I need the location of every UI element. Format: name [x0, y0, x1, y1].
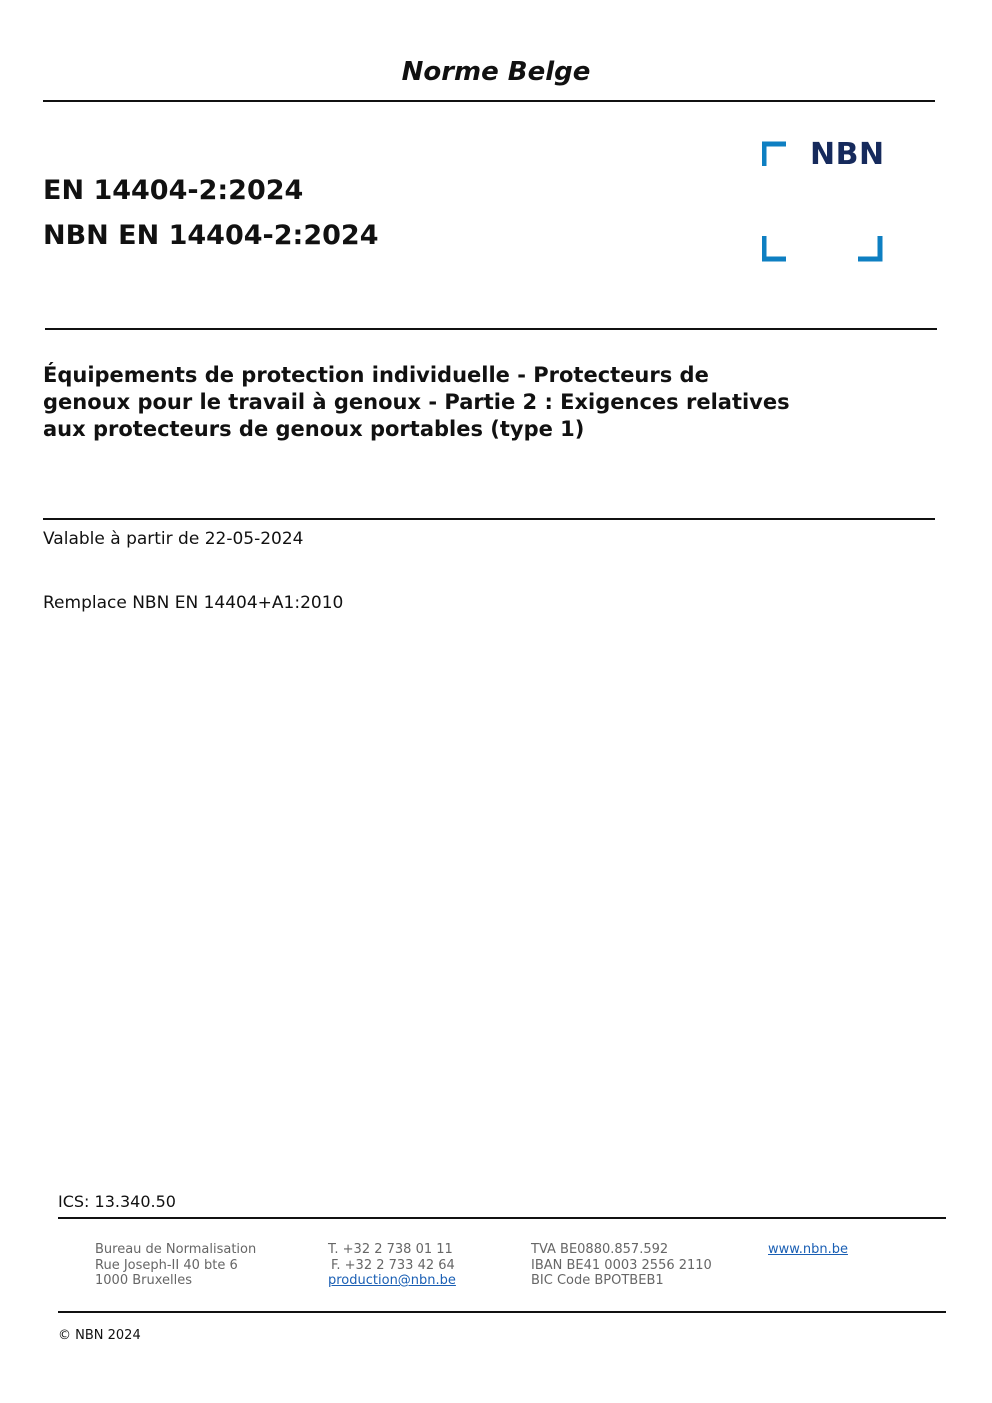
footer-bank	[531, 1242, 712, 1289]
logo-wordmark: NBN	[810, 137, 885, 172]
footer-address	[95, 1242, 256, 1289]
footer-web	[768, 1242, 848, 1258]
address-line: 1000 Bruxelles	[95, 1273, 193, 1288]
replaces-standard: Remplace NBN EN 14404+A1:2010	[43, 593, 344, 613]
standard-number: EN 14404-2:2024	[43, 175, 304, 206]
ics-code: ICS: 13.340.50	[58, 1192, 176, 1211]
document-header-title: Norme Belge	[401, 57, 591, 87]
nbn-logo	[762, 137, 886, 264]
title-line: Équipements de protection individuelle - Protecteurs de	[43, 363, 709, 387]
email-link[interactable]: production@nbn.be	[328, 1273, 456, 1288]
title-top-rule	[45, 328, 937, 330]
phone-number: T. +32 2 738 01 11	[328, 1242, 453, 1257]
bic-code: BIC Code BPOTBEB1	[531, 1273, 664, 1288]
iban-number: IBAN BE41 0003 2556 2110	[531, 1257, 712, 1273]
title-line: genoux pour le travail à genoux - Partie 2 : Exigences relatives	[43, 390, 790, 414]
address-line: Bureau de Normalisation	[95, 1242, 257, 1257]
fax-number: F. +32 2 733 42 64	[331, 1257, 455, 1273]
copyright-notice: © NBN 2024	[58, 1328, 141, 1343]
header-rule	[43, 100, 935, 102]
document-title	[43, 362, 903, 443]
footer-contact	[328, 1242, 456, 1289]
title-line: aux protecteurs de genoux portables (type 1)	[43, 417, 585, 441]
valid-from-date: Valable à partir de 22-05-2024	[43, 529, 304, 549]
footer-bottom-rule	[58, 1311, 946, 1313]
nbn-standard-number: NBN EN 14404-2:2024	[43, 220, 379, 251]
tva-number: TVA BE0880.857.592	[531, 1242, 669, 1257]
website-link[interactable]: www.nbn.be	[768, 1242, 848, 1257]
title-bottom-rule	[43, 518, 935, 520]
address-line: Rue Joseph-II 40 bte 6	[95, 1257, 238, 1273]
footer-top-rule	[58, 1217, 946, 1219]
